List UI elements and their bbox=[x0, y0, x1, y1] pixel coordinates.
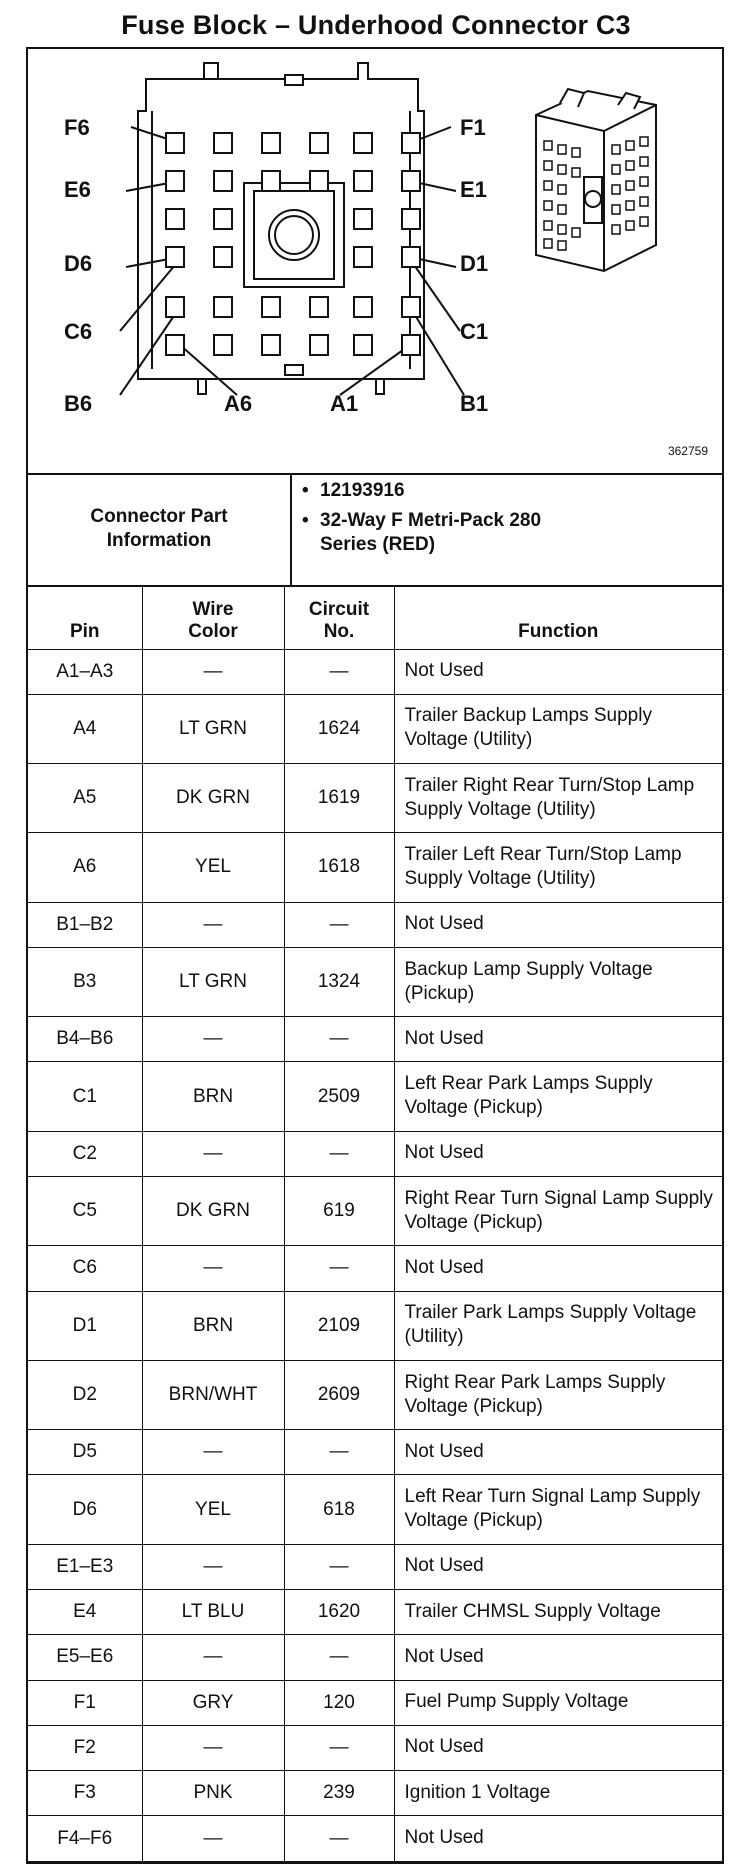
table-row bbox=[28, 1062, 722, 1131]
wire-color-cell: — bbox=[142, 1430, 284, 1475]
wire-color-cell: YEL bbox=[142, 833, 284, 902]
wire-color-cell: LT GRN bbox=[142, 947, 284, 1016]
function-cell: Trailer Backup Lamps Supply Voltage (Utility) bbox=[394, 694, 722, 763]
pin-label-e1: E1 bbox=[460, 177, 487, 202]
wire-color-cell: — bbox=[142, 902, 284, 947]
circuit-number-cell: 1618 bbox=[284, 833, 394, 902]
wire-color-cell: — bbox=[142, 1017, 284, 1062]
function-cell: Left Rear Park Lamps Supply Voltage (Pickup) bbox=[394, 1062, 722, 1131]
page-title: Fuse Block – Underhood Connector C3 bbox=[121, 10, 631, 40]
header-pin: Pin bbox=[28, 585, 142, 649]
circuit-number-cell: — bbox=[284, 902, 394, 947]
function-cell: Not Used bbox=[394, 1131, 722, 1176]
table-row bbox=[28, 947, 722, 1016]
circuit-number-cell: 2509 bbox=[284, 1062, 394, 1131]
function-cell: Trailer Left Rear Turn/Stop Lamp Supply Voltage (Utility) bbox=[394, 833, 722, 902]
circuit-number-cell: — bbox=[284, 1816, 394, 1861]
pin-cell: A5 bbox=[28, 764, 142, 833]
pin-label-f1: F1 bbox=[460, 115, 486, 140]
wire-color-cell: GRY bbox=[142, 1680, 284, 1725]
function-cell: Right Rear Park Lamps Supply Voltage (Pickup) bbox=[394, 1360, 722, 1429]
pin-cell: C2 bbox=[28, 1131, 142, 1176]
wire-color-cell: DK GRN bbox=[142, 764, 284, 833]
function-cell: Ignition 1 Voltage bbox=[394, 1771, 722, 1816]
table-row bbox=[28, 1771, 722, 1816]
pin-cell: D5 bbox=[28, 1430, 142, 1475]
connector-diagram bbox=[28, 49, 722, 475]
function-cell: Trailer Right Rear Turn/Stop Lamp Supply Voltage (Utility) bbox=[394, 764, 722, 833]
pin-cell: D1 bbox=[28, 1291, 142, 1360]
pin-cell: A1–A3 bbox=[28, 649, 142, 694]
table-row bbox=[28, 1430, 722, 1475]
wire-color-cell: — bbox=[142, 1246, 284, 1291]
circuit-number-cell: 120 bbox=[284, 1680, 394, 1725]
connector-part-info-list bbox=[300, 479, 570, 557]
circuit-number-cell: 619 bbox=[284, 1177, 394, 1246]
function-cell: Not Used bbox=[394, 649, 722, 694]
wire-color-cell: — bbox=[142, 1635, 284, 1680]
pin-label-a1: A1 bbox=[330, 391, 359, 416]
table-row bbox=[28, 1177, 722, 1246]
table-row bbox=[28, 1360, 722, 1429]
circuit-number-cell: 1619 bbox=[284, 764, 394, 833]
table-row bbox=[28, 1816, 722, 1861]
connector-sheet bbox=[26, 47, 724, 1864]
table-row bbox=[28, 1590, 722, 1635]
wire-color-cell: LT GRN bbox=[142, 694, 284, 763]
table-row bbox=[28, 1475, 722, 1544]
wire-color-cell: PNK bbox=[142, 1771, 284, 1816]
function-cell: Not Used bbox=[394, 1430, 722, 1475]
function-cell: Not Used bbox=[394, 1246, 722, 1291]
table-row bbox=[28, 694, 722, 763]
table-row bbox=[28, 764, 722, 833]
pin-cell: E5–E6 bbox=[28, 1635, 142, 1680]
function-cell: Not Used bbox=[394, 902, 722, 947]
pin-cell: B4–B6 bbox=[28, 1017, 142, 1062]
wire-color-cell: — bbox=[142, 1816, 284, 1861]
wire-color-cell: — bbox=[142, 1544, 284, 1589]
pin-label-e6: E6 bbox=[64, 177, 91, 202]
header-wire-color: Wire Color bbox=[142, 585, 284, 649]
table-row bbox=[28, 1131, 722, 1176]
connector-face-drawing bbox=[28, 49, 722, 473]
pin-cell: A4 bbox=[28, 694, 142, 763]
circuit-number-cell: — bbox=[284, 649, 394, 694]
table-row bbox=[28, 1725, 722, 1770]
function-cell: Not Used bbox=[394, 1017, 722, 1062]
function-cell: Fuel Pump Supply Voltage bbox=[394, 1680, 722, 1725]
pinout-table-body bbox=[28, 649, 722, 1861]
pin-label-d6: D6 bbox=[64, 251, 93, 276]
wire-color-cell: — bbox=[142, 649, 284, 694]
header-circuit-no: Circuit No. bbox=[284, 585, 394, 649]
table-row bbox=[28, 649, 722, 694]
pin-cell: F2 bbox=[28, 1725, 142, 1770]
circuit-number-cell: 1620 bbox=[284, 1590, 394, 1635]
circuit-number-cell: — bbox=[284, 1430, 394, 1475]
table-row bbox=[28, 1680, 722, 1725]
pin-label-b6: B6 bbox=[64, 391, 93, 416]
pin-cell: F1 bbox=[28, 1680, 142, 1725]
table-row bbox=[28, 1291, 722, 1360]
connector-part-info-label: Connector Part Information bbox=[28, 473, 292, 585]
pin-label-c6: C6 bbox=[64, 319, 93, 344]
pin-label-b1: B1 bbox=[460, 391, 489, 416]
circuit-number-cell: 618 bbox=[284, 1475, 394, 1544]
circuit-number-cell: 2109 bbox=[284, 1291, 394, 1360]
pin-cell: C5 bbox=[28, 1177, 142, 1246]
part-number: • 12193916 bbox=[302, 480, 405, 501]
table-row bbox=[28, 1017, 722, 1062]
table-row bbox=[28, 902, 722, 947]
function-cell: Trailer CHMSL Supply Voltage bbox=[394, 1590, 722, 1635]
pin-cell: F4–F6 bbox=[28, 1816, 142, 1861]
circuit-number-cell: — bbox=[284, 1635, 394, 1680]
circuit-number-cell: 1324 bbox=[284, 947, 394, 1016]
pin-cell: F3 bbox=[28, 1771, 142, 1816]
figure-number: 362759 bbox=[667, 444, 708, 458]
header-function: Function bbox=[394, 585, 722, 649]
circuit-number-cell: 1624 bbox=[284, 694, 394, 763]
pin-cell: E1–E3 bbox=[28, 1544, 142, 1589]
table-row bbox=[28, 833, 722, 902]
table-row bbox=[28, 1635, 722, 1680]
pin-label-f6: F6 bbox=[64, 115, 90, 140]
pin-label-c1: C1 bbox=[460, 319, 489, 344]
function-cell: Not Used bbox=[394, 1635, 722, 1680]
wire-color-cell: — bbox=[142, 1131, 284, 1176]
function-cell: Not Used bbox=[394, 1816, 722, 1861]
pinout-table bbox=[28, 585, 722, 1862]
function-cell: Not Used bbox=[394, 1725, 722, 1770]
connector-3d-view bbox=[536, 89, 656, 271]
pin-cell: D6 bbox=[28, 1475, 142, 1544]
function-cell: Trailer Park Lamps Supply Voltage (Utility) bbox=[394, 1291, 722, 1360]
function-cell: Backup Lamp Supply Voltage (Pickup) bbox=[394, 947, 722, 1016]
connector-part-info bbox=[28, 473, 722, 587]
pin-cell: C6 bbox=[28, 1246, 142, 1291]
pin-label-d1: D1 bbox=[460, 251, 489, 276]
pin-cell: D2 bbox=[28, 1360, 142, 1429]
circuit-number-cell: — bbox=[284, 1544, 394, 1589]
circuit-number-cell: 239 bbox=[284, 1771, 394, 1816]
pin-cell: E4 bbox=[28, 1590, 142, 1635]
wire-color-cell: BRN bbox=[142, 1291, 284, 1360]
function-cell: Right Rear Turn Signal Lamp Supply Voltage (Pickup) bbox=[394, 1177, 722, 1246]
pin-label-a6: A6 bbox=[224, 391, 253, 416]
wire-color-cell: YEL bbox=[142, 1475, 284, 1544]
pin-cell: B1–B2 bbox=[28, 902, 142, 947]
circuit-number-cell: — bbox=[284, 1246, 394, 1291]
wire-color-cell: BRN bbox=[142, 1062, 284, 1131]
wire-color-cell: BRN/WHT bbox=[142, 1360, 284, 1429]
wire-color-cell: DK GRN bbox=[142, 1177, 284, 1246]
wire-color-cell: — bbox=[142, 1725, 284, 1770]
table-header-row bbox=[28, 585, 722, 649]
circuit-number-cell: — bbox=[284, 1131, 394, 1176]
circuit-number-cell: 2609 bbox=[284, 1360, 394, 1429]
function-cell: Not Used bbox=[394, 1544, 722, 1589]
pin-cell: B3 bbox=[28, 947, 142, 1016]
connector-type: • 32-Way F Metri-Pack 280 Series (RED) bbox=[302, 510, 542, 555]
pin-cell: C1 bbox=[28, 1062, 142, 1131]
table-row bbox=[28, 1544, 722, 1589]
table-row bbox=[28, 1246, 722, 1291]
circuit-number-cell: — bbox=[284, 1017, 394, 1062]
pin-cell: A6 bbox=[28, 833, 142, 902]
function-cell: Left Rear Turn Signal Lamp Supply Voltage (Pickup) bbox=[394, 1475, 722, 1544]
wire-color-cell: LT BLU bbox=[142, 1590, 284, 1635]
circuit-number-cell: — bbox=[284, 1725, 394, 1770]
